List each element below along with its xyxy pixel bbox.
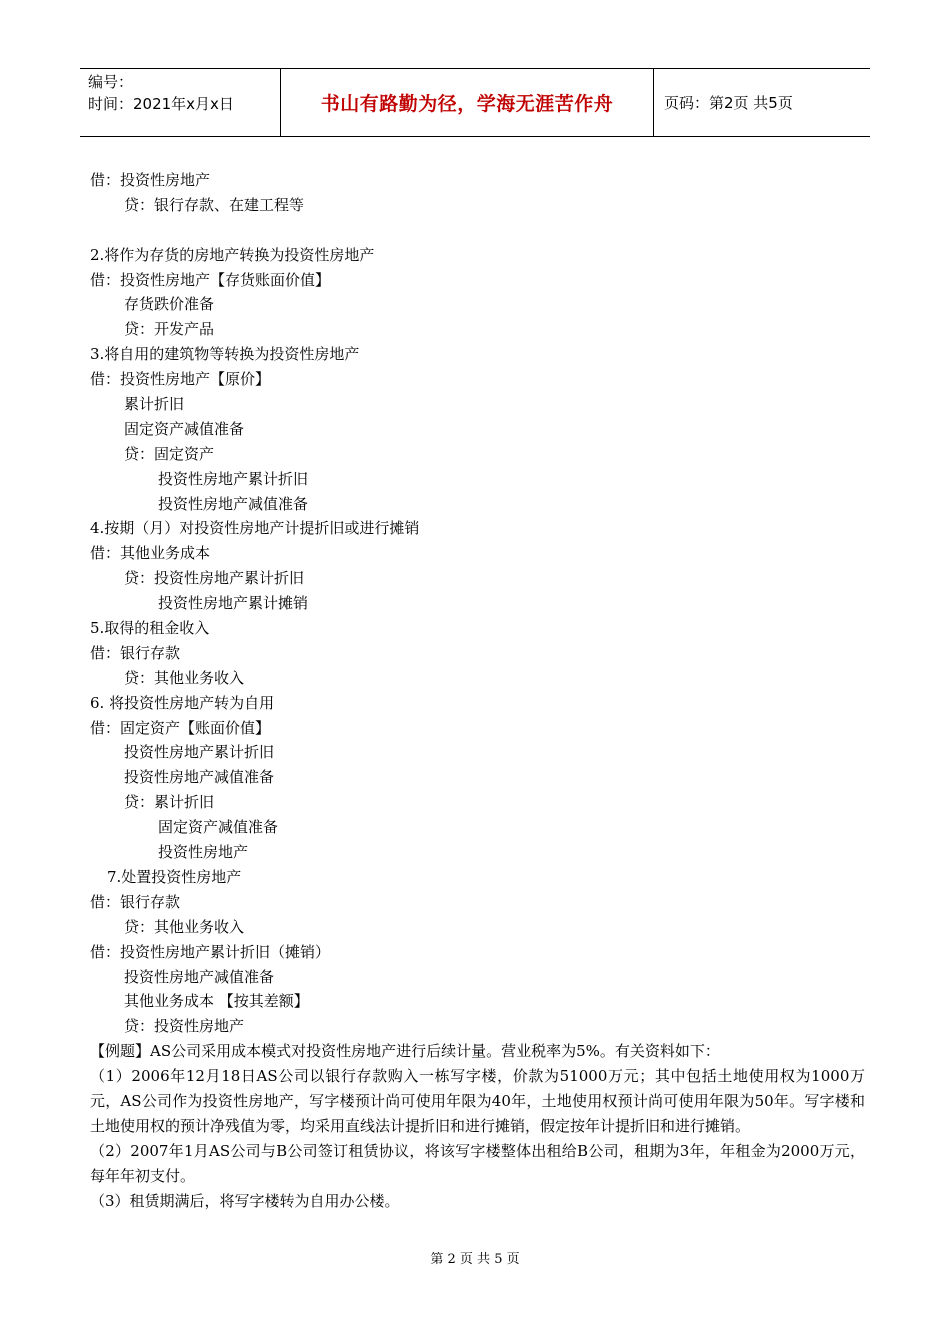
- entry-line: 3.将自用的建筑物等转换为投资性房地产: [90, 345, 360, 364]
- page-header: [80, 68, 870, 137]
- entry-line: 累计折旧: [124, 395, 185, 414]
- entry-line: 贷：其他业务收入: [124, 668, 245, 687]
- entry-line: 7.处置投资性房地产: [107, 867, 242, 886]
- entry-line: 投资性房地产减值准备: [124, 768, 275, 787]
- header-meta: [80, 69, 281, 136]
- entry-line: 投资性房地产累计摊销: [158, 594, 309, 613]
- entry-line: 固定资产减值准备: [124, 419, 245, 438]
- entry-line: 投资性房地产减值准备: [124, 967, 275, 986]
- entry-line: 其他业务成本 【按其差额】: [124, 992, 309, 1011]
- journal-entries: [90, 168, 865, 1039]
- entry-line: 借：投资性房地产累计折旧（摊销）: [90, 942, 331, 961]
- entry-line: 投资性房地产累计折旧: [124, 743, 275, 762]
- entry-line: 固定资产减值准备: [158, 818, 279, 837]
- entry-line: 借：投资性房地产【存货账面价值】: [90, 270, 331, 289]
- entry-line: 贷：其他业务收入: [124, 917, 245, 936]
- entry-line: 投资性房地产: [158, 843, 249, 862]
- entry-line: 贷：投资性房地产累计折旧: [124, 569, 305, 588]
- document-body: [90, 168, 865, 1214]
- entry-line: 贷：投资性房地产: [124, 1017, 245, 1036]
- entry-line: 借：其他业务成本: [90, 544, 211, 563]
- entry-line: 投资性房地产累计折旧: [158, 469, 309, 488]
- entry-line: 借：固定资产【账面价值】: [90, 718, 271, 737]
- entry-line: 贷：银行存款、在建工程等: [124, 195, 305, 214]
- example-section: [90, 1039, 865, 1213]
- entry-line: 借：投资性房地产: [90, 171, 211, 189]
- entry-line: 6. 将投资性房地产转为自用: [90, 693, 275, 712]
- entry-line: 贷：固定资产: [124, 444, 215, 463]
- document-time-label: 时间：2021年x月x日: [88, 95, 234, 113]
- entry-line: 投资性房地产减值准备: [158, 494, 309, 513]
- document-number-label: 编号：: [88, 73, 134, 91]
- header-motto: 书山有路勤为径，学海无涯苦作舟: [281, 69, 654, 136]
- example-paragraph: （3）租赁期满后，将写字楼转为自用办公楼。: [90, 1191, 400, 1210]
- entry-line: 借：投资性房地产【原价】: [90, 370, 271, 389]
- entry-line: 借：银行存款: [90, 643, 181, 662]
- page-footer: 第 2 页 共 5 页: [430, 1252, 520, 1267]
- entry-line: 贷：开发产品: [124, 320, 215, 339]
- example-paragraph: 【例题】AS公司采用成本模式对投资性房地产进行后续计量。营业税率为5%。有关资料如下：: [90, 1042, 720, 1061]
- entry-line: 4.按期（月）对投资性房地产计提折旧或进行摊销: [90, 519, 420, 538]
- example-paragraph: （2）2007年1月AS公司与B公司签订租赁协议，将该写字楼整体出租给B公司，租期为3年，年租金为2000万元，每年年初支付。: [90, 1141, 865, 1185]
- example-paragraph: （1）2006年12月18日AS公司以银行存款购入一栋写字楼，价款为51000万元；其中包括土地使用权为1000万元，AS公司作为投资性房地产，写字楼预计尚可使用年限为40年，土地使用权预计尚可使用年限为50年。写字楼和土地使用权的预计净残值为零，均采用直线法计提折旧和进行摊销，假定按年计提折旧和进行摊销。: [90, 1067, 865, 1135]
- entry-line: 存货跌价准备: [124, 295, 215, 314]
- entry-line: 贷：累计折旧: [124, 793, 215, 812]
- header-page-info: 页码：第2页 共5页: [664, 94, 793, 112]
- entry-line: 借：银行存款: [90, 892, 181, 911]
- entry-line: 2.将作为存货的房地产转换为投资性房地产: [90, 245, 375, 264]
- entry-line: 5.取得的租金收入: [90, 619, 210, 638]
- blank-line: [90, 218, 865, 243]
